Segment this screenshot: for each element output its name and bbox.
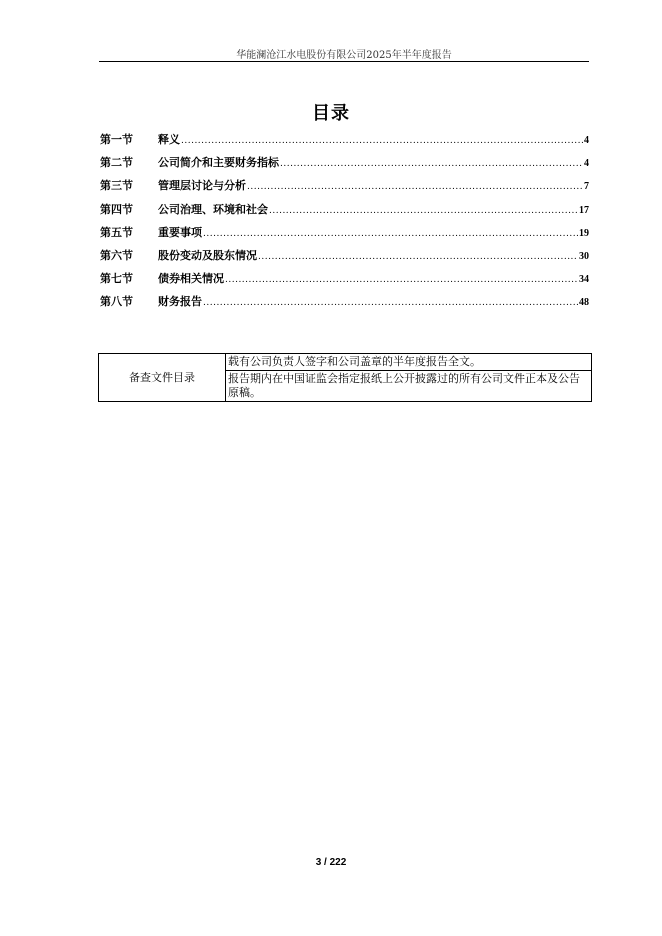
toc-section-number: 第一节	[100, 133, 133, 146]
toc-section-name: 释义	[158, 133, 180, 146]
toc-page-number: 34	[579, 274, 589, 286]
toc-section-number: 第七节	[100, 272, 133, 286]
toc-entry[interactable]	[100, 177, 589, 200]
toc-page-number: 7	[584, 181, 589, 193]
page-indicator: 3 / 222	[315, 857, 347, 868]
toc-leader-dots	[203, 298, 578, 308]
toc-section-number: 第二节	[100, 156, 133, 170]
toc-section-name: 重要事项	[158, 225, 202, 239]
reference-doc-item: 报告期内在中国证监会指定报纸上公开披露过的所有公司文件正本及公告原稿。	[226, 371, 592, 402]
toc-entry[interactable]	[100, 201, 589, 224]
toc-entry[interactable]	[100, 131, 589, 154]
toc-page-number: 48	[579, 297, 589, 309]
page-header: 华能澜沧江水电股份有限公司2025年半年度报告	[236, 50, 452, 61]
reference-documents-table	[98, 353, 592, 402]
toc-leader-dots	[225, 275, 578, 285]
toc-page-number: 19	[579, 227, 589, 239]
toc-section-name: 管理层讨论与分析	[158, 179, 246, 193]
toc-section-number: 第五节	[100, 225, 133, 239]
toc-title: 目录	[312, 103, 350, 124]
table-of-contents	[100, 131, 589, 317]
toc-page-number: 4	[584, 135, 589, 146]
toc-section-number: 第八节	[100, 295, 133, 309]
toc-entry[interactable]	[100, 247, 589, 270]
toc-section-name: 财务报告	[158, 295, 202, 309]
table-row	[99, 354, 592, 371]
toc-leader-dots	[203, 229, 578, 239]
toc-entry[interactable]	[100, 270, 589, 293]
toc-section-name: 公司简介和主要财务指标	[158, 156, 279, 170]
toc-section-name: 公司治理、环境和社会	[158, 202, 268, 216]
toc-section-number: 第六节	[100, 248, 133, 262]
toc-section-name: 债券相关情况	[158, 272, 224, 286]
toc-entry[interactable]	[100, 154, 589, 177]
toc-entry[interactable]	[100, 293, 589, 316]
toc-page-number: 30	[579, 250, 589, 262]
toc-leader-dots	[269, 206, 578, 216]
toc-leader-dots	[181, 136, 583, 146]
toc-section-number: 第四节	[100, 202, 133, 216]
toc-leader-dots	[280, 159, 583, 169]
toc-entry[interactable]	[100, 224, 589, 247]
header-divider	[99, 61, 589, 62]
toc-page-number: 4	[584, 158, 589, 170]
reference-doc-item: 载有公司负责人签字和公司盖章的半年度报告全文。	[226, 354, 592, 371]
reference-docs-label: 备查文件目录	[99, 354, 226, 402]
toc-leader-dots	[247, 182, 583, 192]
toc-page-number: 17	[579, 204, 589, 216]
toc-leader-dots	[258, 252, 578, 262]
toc-section-name: 股份变动及股东情况	[158, 248, 257, 262]
toc-section-number: 第三节	[100, 179, 133, 193]
